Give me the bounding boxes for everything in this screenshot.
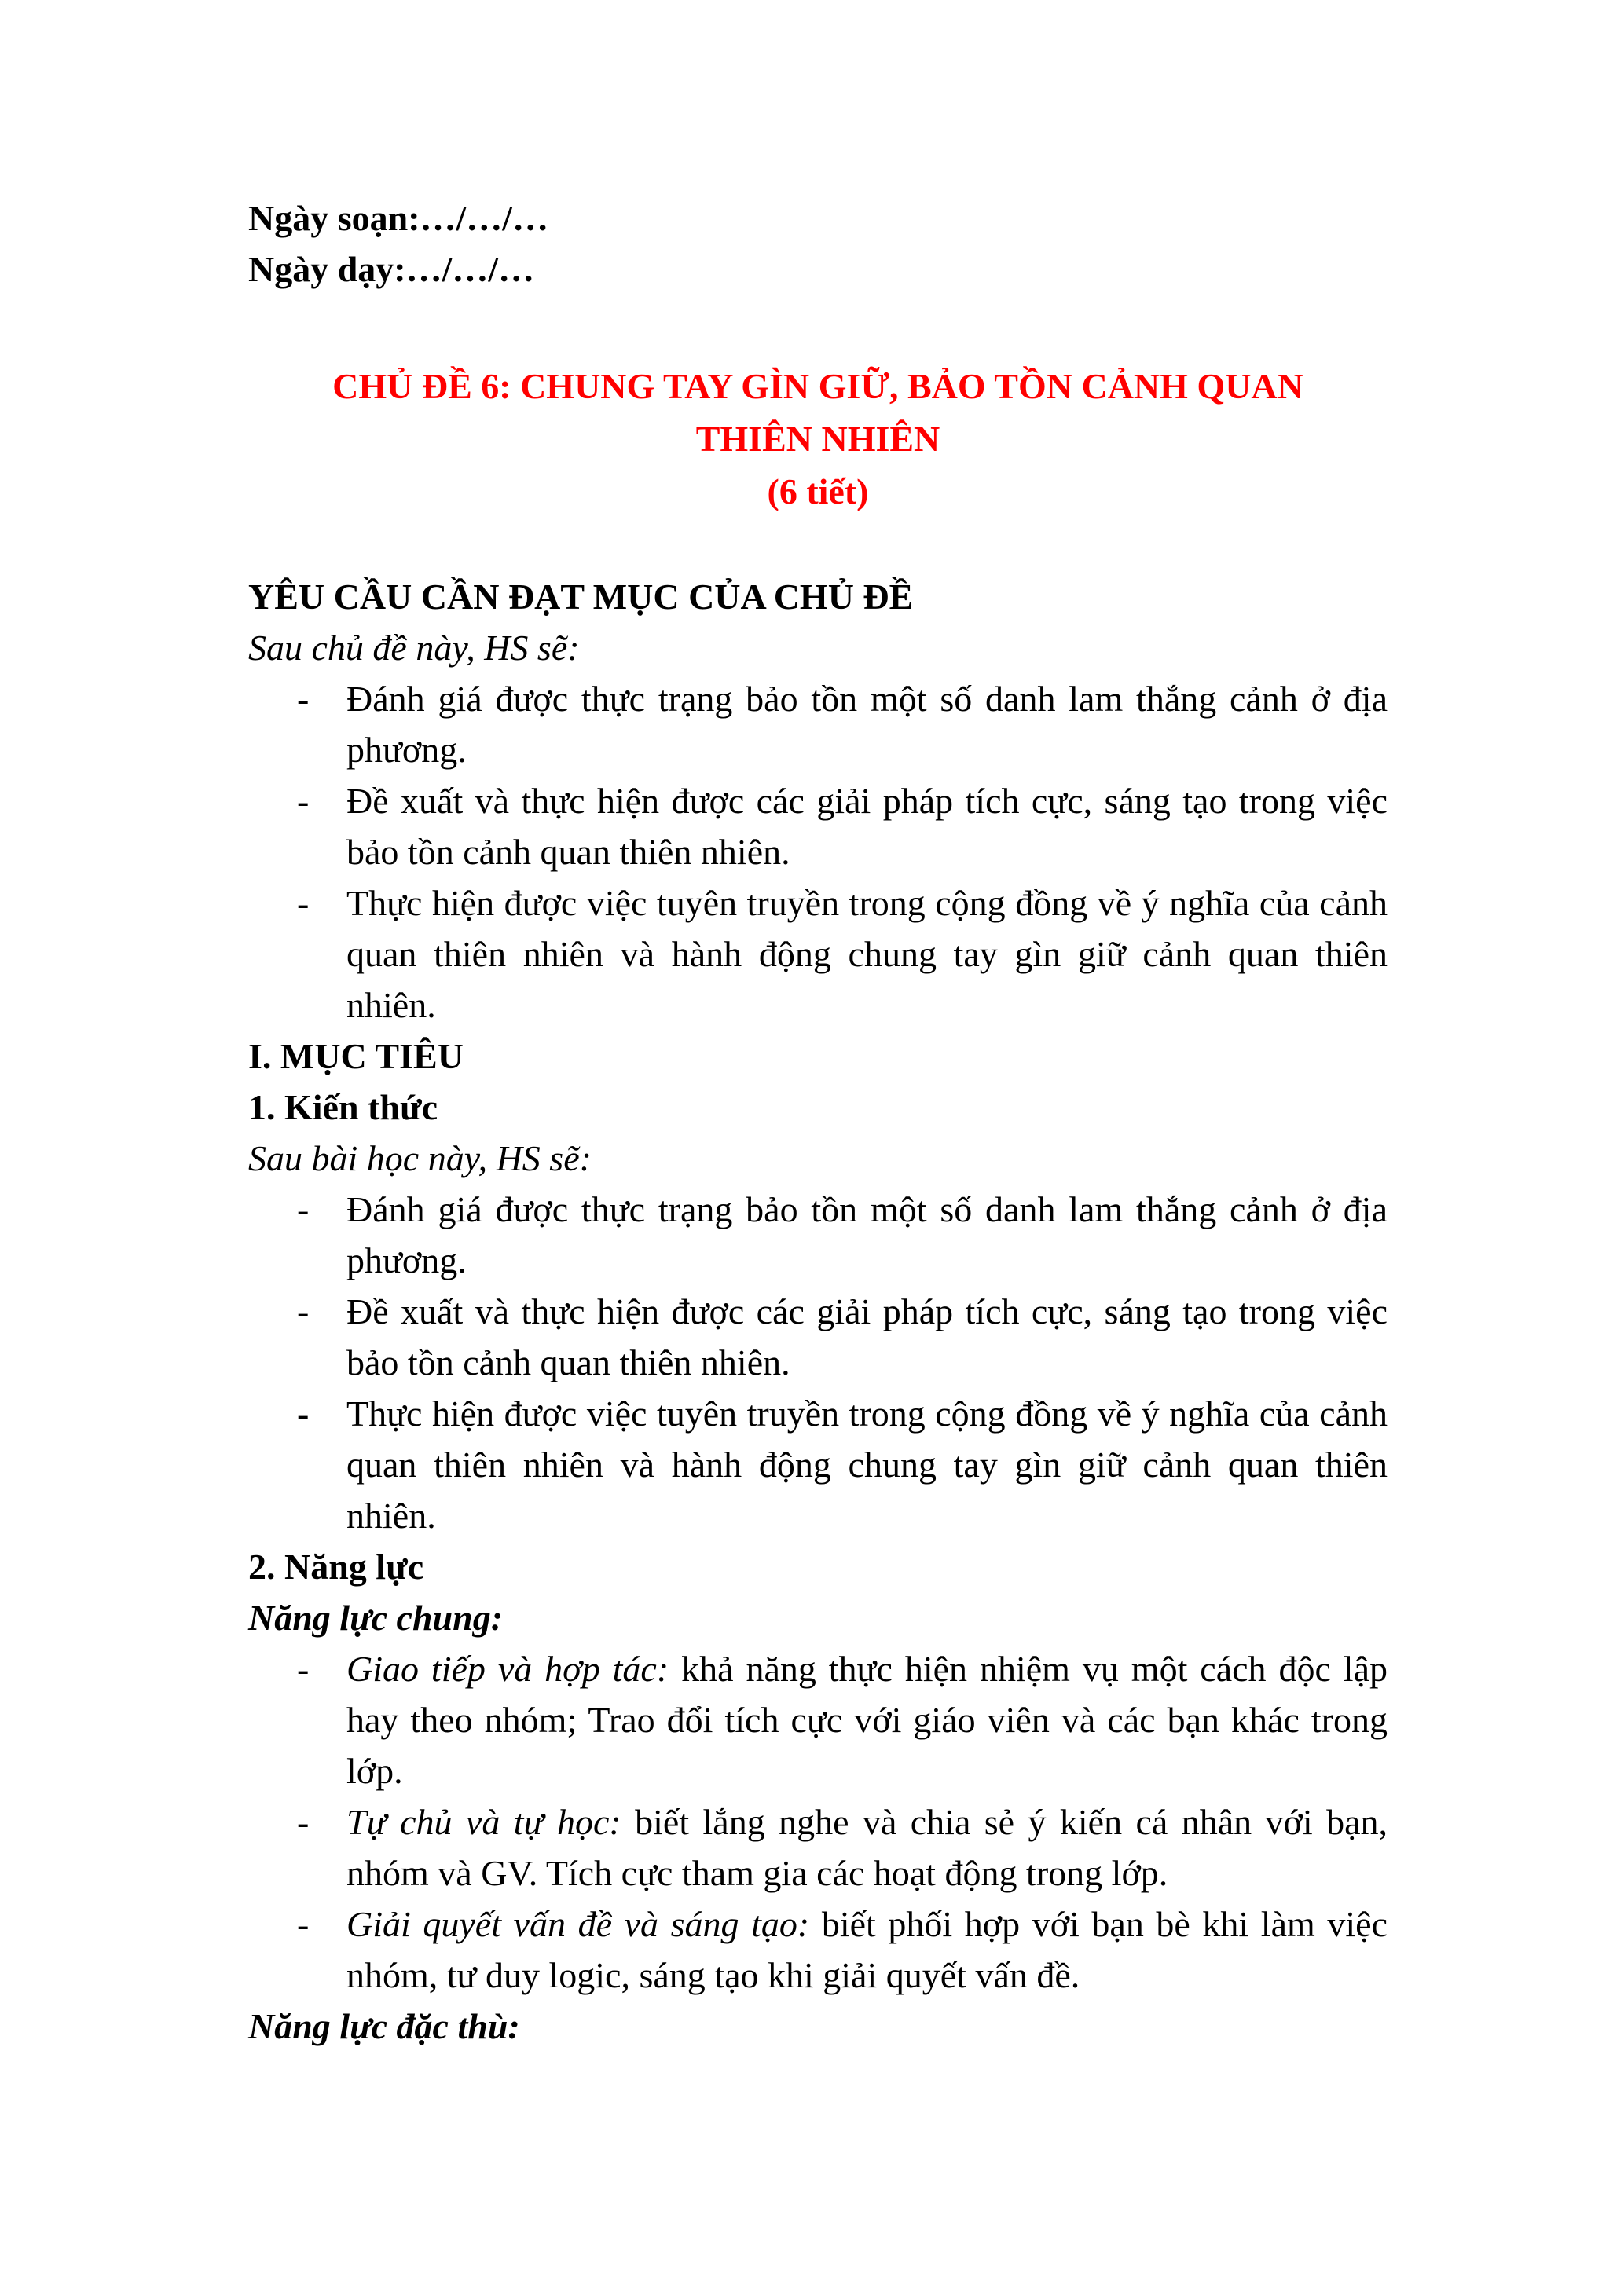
knowledge-intro: Sau bài học này, HS sẽ: (248, 1138, 592, 1178)
list-item: - Đánh giá được thực trạng bảo tồn một số danh lam thắng cảnh ở địa phương. (248, 1184, 1388, 1286)
list-item: - Thực hiện được việc tuyên truyền trong cộng đồng về ý nghĩa của cảnh quan thiên nhiên và hành động chung tay gìn giữ cảnh quan thiên nhiên. (248, 1388, 1388, 1541)
knowledge-heading: 1. Kiến thức (248, 1087, 438, 1127)
general-competency-list (248, 1643, 1388, 2001)
list-item: - Thực hiện được việc tuyên truyền trong cộng đồng về ý nghĩa của cảnh quan thiên nhiên và hành động chung tay gìn giữ cảnh quan thiên nhiên. (248, 877, 1388, 1031)
list-item: - Đề xuất và thực hiện được các giải pháp tích cực, sáng tạo trong việc bảo tồn cảnh quan thiên nhiên. (248, 775, 1388, 877)
competency-label: Giải quyết vấn đề và sáng tạo: (346, 1904, 810, 1944)
competency-text: biết lắng nghe và chia sẻ ý kiến cá nhân với bạn, nhóm và GV. Tích cực tham gia các hoạt động trong lớp. (346, 1802, 1388, 1893)
competency-label: Giao tiếp và hợp tác: (346, 1649, 669, 1689)
competency-text: khả năng thực hiện nhiệm vụ một cách độc lập hay theo nhóm; Trao đổi tích cực với giáo viên và các bạn khác trong lớp. (346, 1649, 1388, 1791)
list-item (248, 1643, 1388, 1796)
general-competency-heading: Năng lực chung: (248, 1598, 504, 1638)
prep-date: Ngày soạn:…/…/… (248, 198, 549, 238)
list-item (248, 1899, 1388, 2001)
competency-label: Tự chủ và tự học: (346, 1802, 621, 1842)
topic-title-line-2: THIÊN NHIÊN (695, 419, 940, 459)
list-item: - Đánh giá được thực trạng bảo tồn một số danh lam thắng cảnh ở địa phương. (248, 673, 1388, 775)
list-item: - Đề xuất và thực hiện được các giải pháp tích cực, sáng tạo trong việc bảo tồn cảnh quan thiên nhiên. (248, 1286, 1388, 1388)
specific-competency-heading: Năng lực đặc thù: (248, 2006, 520, 2046)
knowledge-list (248, 1184, 1388, 1541)
competency-heading: 2. Năng lực (248, 1547, 424, 1587)
document-page (248, 192, 1388, 2052)
list-item (248, 1796, 1388, 1899)
section-heading-objectives: I. MỤC TIÊU (248, 1036, 464, 1076)
requirements-heading: YÊU CẦU CẦN ĐẠT MỤC CỦA CHỦ ĐỀ (248, 577, 914, 617)
requirements-list (248, 673, 1388, 1031)
topic-title (248, 360, 1388, 518)
teach-date: Ngày dạy:…/…/… (248, 249, 535, 289)
topic-title-line-1: CHỦ ĐỀ 6: CHUNG TAY GÌN GIỮ, BẢO TỒN CẢNH QUAN (332, 366, 1303, 406)
topic-title-line-3: (6 tiết) (767, 471, 869, 511)
requirements-intro: Sau chủ đề này, HS sẽ: (248, 628, 580, 668)
competency-text: biết phối hợp với bạn bè khi làm việc nhóm, tư duy logic, sáng tạo khi giải quyết vấn đề. (346, 1904, 1388, 1995)
